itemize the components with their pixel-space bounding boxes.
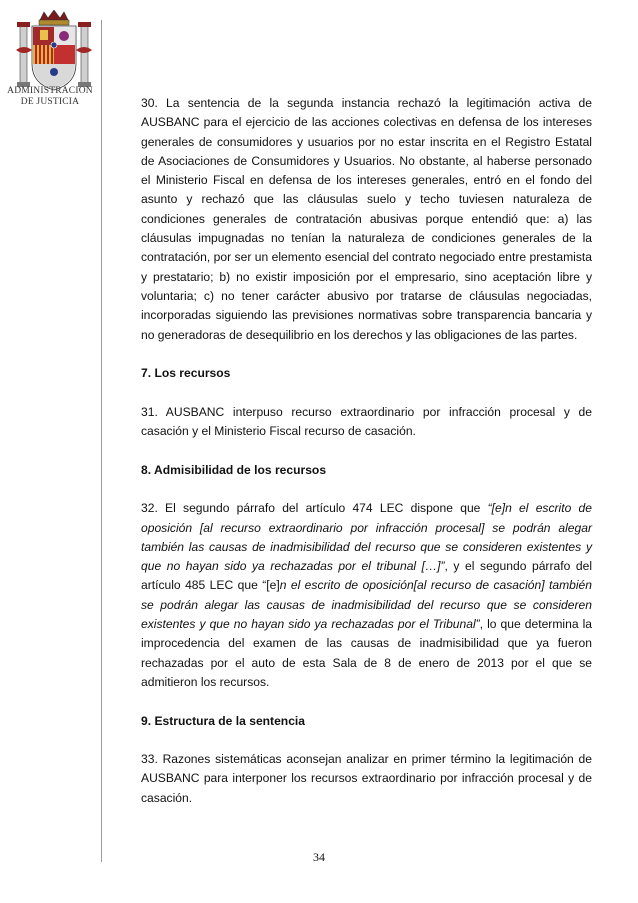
paragraph-32-quote-485-open: “[e] [262, 578, 280, 593]
seal-line-2: DE JUSTICIA [20, 97, 80, 107]
seal-line-1: ADMINISTRACION [7, 86, 93, 96]
paragraph-33: 33. Razones sistemáticas aconsejan analizar en primer término la legitimación de AUSBANC para interponer los recursos extraordinario por infracción procesal y de casación. [141, 752, 592, 805]
paragraph-32-quote-485: n el escrito de oposición[al recurso de casación] también se podrán alegar las causas de inadmisibilidad del recurso que se consideren existentes y que no hayan sido ya rechazadas por el Tribunal” [141, 578, 593, 632]
page-number: 34 [313, 850, 325, 864]
margin-rule [101, 20, 102, 862]
seal-text [4, 86, 96, 108]
paragraph-32-text-1: 32. El segundo párrafo del artículo 474 LEC dispone que [141, 501, 488, 516]
paragraph-31: 31. AUSBANC interpuso recurso extraordinario por infracción procesal y de casación y el Ministerio Fiscal recurso de casación. [141, 404, 592, 439]
heading-admisibilidad: 8. Admisibilidad de los recursos [141, 462, 327, 477]
heading-estructura: 9. Estructura de la sentencia [141, 713, 306, 728]
heading-los-recursos: 7. Los recursos [141, 366, 231, 381]
paragraph-32 [141, 499, 592, 692]
paragraph-32-quote-474: “[e]n el escrito de oposición [al recurso extraordinario por infracción procesal] se podrán alegar también las causas de inadmisibilidad del recurso que se consideren existentes y que no hayan sido ya rechazadas por el tribunal […]” [141, 501, 592, 574]
document-body [141, 94, 592, 827]
paragraph-30: 30. La sentencia de la segunda instancia rechazó la legitimación activa de AUSBANC para el ejercicio de las acciones colectivas en defensa de los intereses generales de consumidores y usuarios por no estar inscrita en el Registro Estatal de Asociaciones de Consumidores y Usuarios. No obstante, al haberse personado el Ministerio Fiscal en defensa de los intereses generales, entró en el fondo del asunto y rechazó que las cláusulas suelo y techo tuviesen naturaleza de condiciones generales de contratación abusivas porque entendió que: a) las cláusulas impugnadas no tenían la naturaleza de condiciones generales de la contratación, por ser un elemento esencial del contrato negociado entre prestamista y prestatario; b) no existir imposición por el empresario, sino aceptación libre y voluntaria; c) no tener carácter abusivo por tratarse de cláusulas negociadas, incorporadas siguiendo las previsiones normativas sobre transparencia bancaria y no generadoras de desequilibrio en los derechos y las obligaciones de las partes. [141, 96, 592, 342]
paragraph-32-text-3: , lo que determina la improcedencia del examen de las causas de inadmisibilidad que ya fueron rechazadas por el auto de esta Sala de 8 de enero de 2013 por el que se admitieron los recursos. [141, 617, 592, 689]
paragraph-32-text-2: , y el segundo párrafo del artículo 485 LEC que [141, 559, 593, 593]
